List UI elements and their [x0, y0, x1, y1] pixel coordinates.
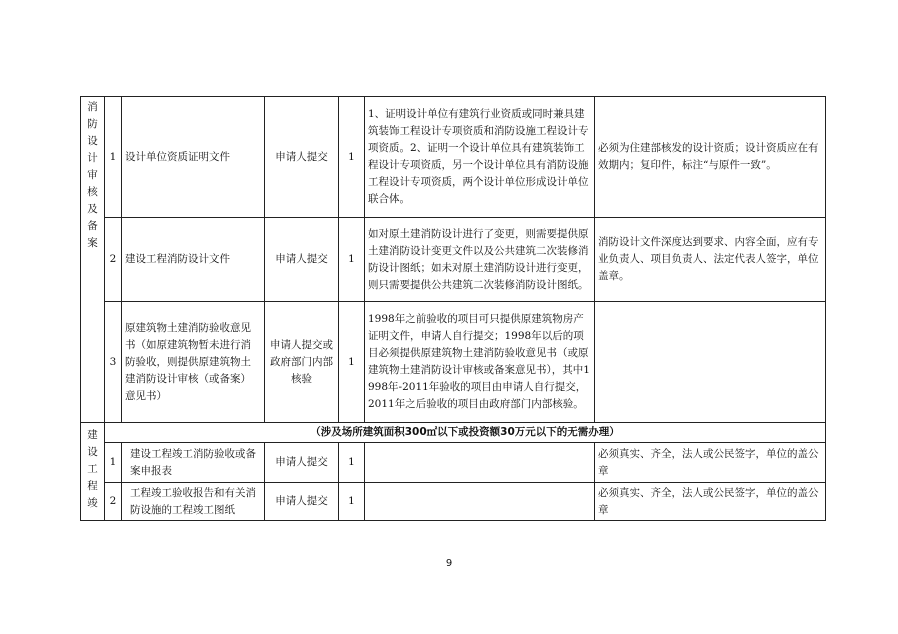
submitter-cell: 申请人提交: [265, 218, 339, 302]
requirement-cell: 必须真实、齐全，法人或公民签字，单位的盖公章: [595, 483, 826, 521]
category-cell: 建设工程竣: [81, 423, 105, 521]
row-number: 1: [105, 97, 122, 218]
category-cell: 消防设计审核及备案: [81, 97, 105, 423]
item-name: 设计单位资质证明文件: [122, 97, 265, 218]
description-cell: 如对原土建消防设计进行了变更，则需要提供原土建消防设计变更文件以及公共建筑二次装修消防设计图纸；如未对原土建消防设计进行变更，则只需要提供公共建筑二次装修消防设计图纸。: [365, 218, 595, 302]
description-cell: [365, 483, 595, 521]
requirement-cell: 必须真实、齐全，法人或公民签字，单位的盖公章: [595, 443, 826, 483]
requirement-cell: 消防设计文件深度达到要求、内容全面，应有专业负责人、项目负责人、法定代表人签字，单位盖章。: [595, 218, 826, 302]
submitter-cell: 申请人提交: [265, 483, 339, 521]
table-row: [81, 443, 826, 483]
item-name: 原建筑物土建消防验收意见书（如原建筑物暂未进行消防验收，则提供原建筑物土建消防设计审核（或备案）意见书）: [122, 302, 265, 423]
table-row: [81, 218, 826, 302]
requirement-cell: 必须为住建部核发的设计资质；设计资质应在有效期内；复印件，标注“与原件一致”。: [595, 97, 826, 218]
item-name: 建设工程竣工消防验收或备案申报表: [122, 443, 265, 483]
submitter-cell: 申请人提交或政府部门内部核验: [265, 302, 339, 423]
count-cell: 1: [339, 483, 365, 521]
submitter-cell: 申请人提交: [265, 443, 339, 483]
count-cell: 1: [339, 97, 365, 218]
submitter-cell: 申请人提交: [265, 97, 339, 218]
row-number: 2: [105, 483, 122, 521]
requirements-table: [80, 96, 826, 521]
item-name: 工程竣工验收报告和有关消防设施的工程竣工图纸: [122, 483, 265, 521]
table-row: [81, 483, 826, 521]
count-cell: 1: [339, 218, 365, 302]
row-number: 2: [105, 218, 122, 302]
count-cell: 1: [339, 302, 365, 423]
table-row: [81, 423, 826, 443]
row-number: 3: [105, 302, 122, 423]
row-number: 1: [105, 443, 122, 483]
count-cell: 1: [339, 443, 365, 483]
description-cell: 1998年之前验收的项目可只提供原建筑物房产证明文件，申请人自行提交；1998年以后的项目必须提供原建筑物土建消防验收意见书（或原建筑物土建消防设计审核或备案意见书），其中1998年-2011年验收的项目由申请人自行提交，2011年之后验收的项目由政府部门内部核验。: [365, 302, 595, 423]
description-cell: [365, 443, 595, 483]
requirement-cell: [595, 302, 826, 423]
item-name: 建设工程消防设计文件: [122, 218, 265, 302]
section-banner: （涉及场所建筑面积300㎡以下或投资额30万元以下的无需办理）: [105, 423, 826, 443]
page-number: 9: [445, 558, 453, 569]
table-row: [81, 302, 826, 423]
description-cell: 1、证明设计单位有建筑行业资质或同时兼具建筑装饰工程设计专项资质和消防设施工程设计专项资质。2、证明一个设计单位具有建筑装饰工程设计专项资质，另一个设计单位具有消防设施工程设计专项资质，两个设计单位形成设计单位联合体。: [365, 97, 595, 218]
table-row: [81, 97, 826, 218]
